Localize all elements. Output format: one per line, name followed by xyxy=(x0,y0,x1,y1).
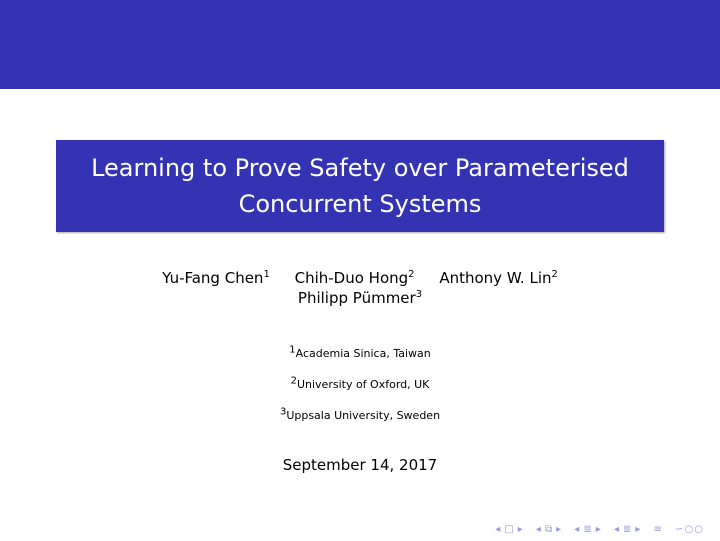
prev-subsection-icon[interactable]: ◂ xyxy=(535,524,542,535)
author: Philipp Pümmer$^3$ xyxy=(297,289,423,307)
next-subsection-icon[interactable]: ▸ xyxy=(556,524,563,535)
slide-title-line-1: Learning to Prove Safety over Parameterised xyxy=(91,154,629,182)
next-slide-icon[interactable]: ▸ xyxy=(635,524,642,535)
author: Yu-Fang Chen$^1$ xyxy=(162,269,270,287)
title-block xyxy=(56,140,664,232)
prev-frame-icon[interactable]: ◂ xyxy=(495,524,502,535)
author: Anthony W. Lin$^2$ xyxy=(439,269,558,287)
prev-section-icon[interactable]: ◂ xyxy=(574,524,581,535)
subsection-icon[interactable]: ⧉ xyxy=(544,524,554,535)
affiliation: $^2$University of Oxford, UK xyxy=(290,375,430,391)
header-bar xyxy=(0,0,720,89)
affiliation: $^1$Academia Sinica, Taiwan xyxy=(289,344,431,360)
affiliation: $^3$Uppsala University, Sweden xyxy=(279,406,441,422)
slide-icon[interactable]: ≣ xyxy=(622,524,633,535)
next-section-icon[interactable]: ▸ xyxy=(595,524,602,535)
author: Chih-Duo Hong$^2$ xyxy=(294,269,415,287)
next-frame-icon[interactable]: ▸ xyxy=(517,524,524,535)
align-icon[interactable]: ≡ xyxy=(653,524,663,535)
search-icon[interactable]: ∽○○ xyxy=(675,524,704,535)
beamer-navigation xyxy=(492,524,704,535)
slide-title-line-2: Concurrent Systems xyxy=(238,190,482,218)
author-list xyxy=(0,268,720,308)
frame-icon[interactable]: □ xyxy=(504,524,515,535)
presentation-date: September 14, 2017 xyxy=(282,456,438,474)
section-icon[interactable]: ≣ xyxy=(583,524,593,535)
prev-slide-icon[interactable]: ◂ xyxy=(613,524,620,535)
